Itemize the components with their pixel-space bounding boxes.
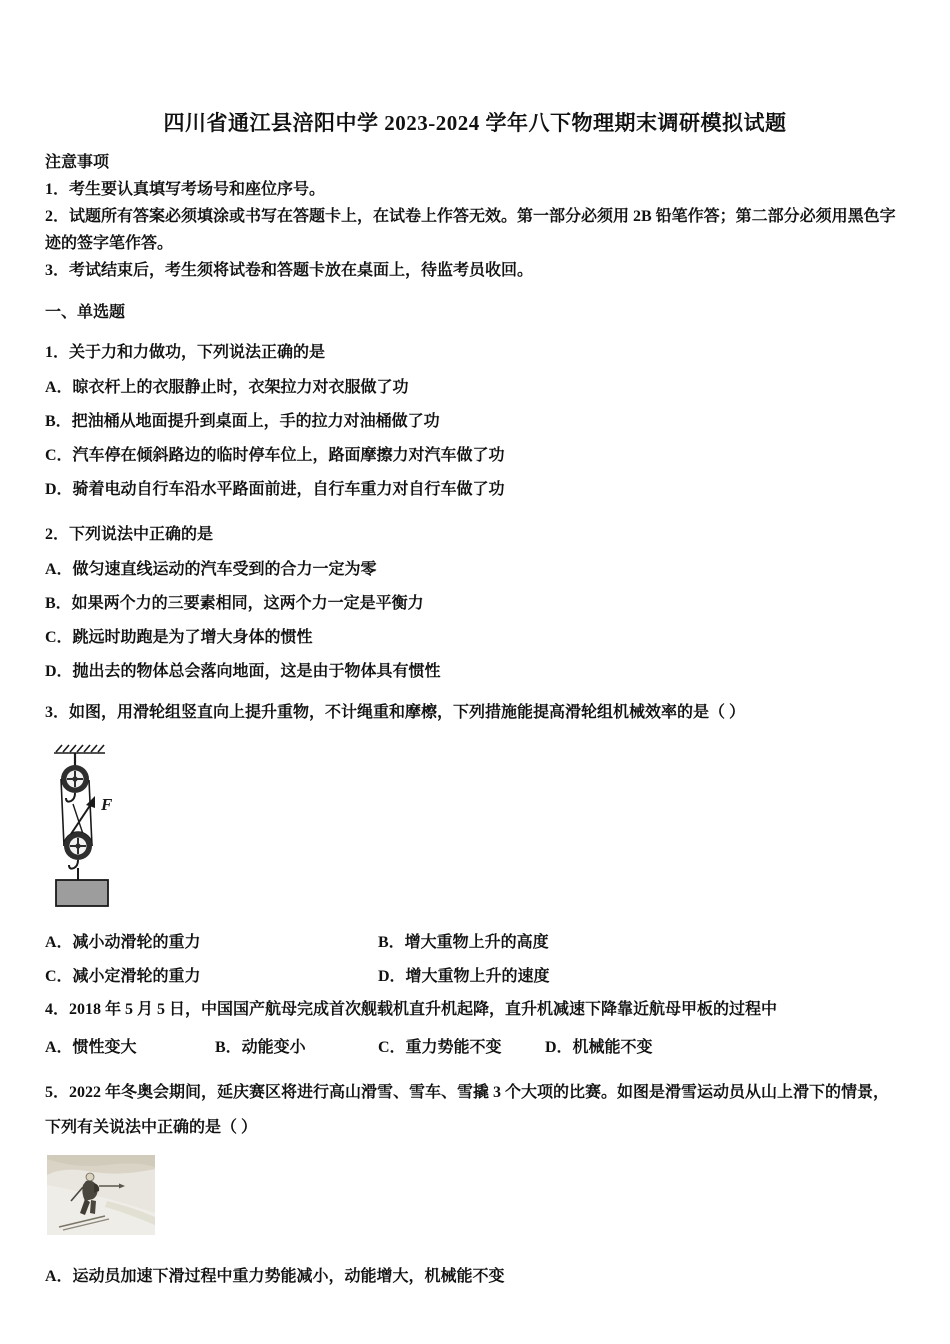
notice-item-1: 1．考生要认真填写考场号和座位序号。 [45,181,326,198]
question-1-option-a: A．晾衣杆上的衣服静止时，衣架拉力对衣服做了功 [45,379,409,396]
question-2-option-c: C．跳远时助跑是为了增大身体的惯性 [45,629,313,646]
question-3-option-b: B．增大重物上升的高度 [378,934,549,951]
pulley-system-figure [47,742,159,910]
question-4-option-a: A．惯性变大 [45,1039,137,1056]
weight-block [56,880,108,906]
question-4-options [45,1034,905,1061]
movable-pulley-hook-icon [69,860,78,869]
question-2 [45,521,905,685]
movable-pulley-icon [64,832,92,860]
question-4-text: 4．2018 年 5 月 5 日，中国国产航母完成首次舰载机直升机起降，直升机减速下降靠近航母甲板的过程中 [45,1001,778,1018]
question-5 [45,1079,905,1290]
question-1-option-c: C．汽车停在倾斜路边的临时停车位上，路面摩擦力对汽车做了功 [45,447,505,464]
question-4-option-d: D．机械能不变 [545,1039,653,1056]
question-1-option-d: D．骑着电动自行车沿水平路面前进，自行车重力对自行车做了功 [45,481,505,498]
question-3-option-c: C．减小定滑轮的重力 [45,968,201,985]
question-3-option-a: A．减小动滑轮的重力 [45,934,201,951]
section-heading-single-choice: 一、单选题 [45,304,126,321]
question-3-options [45,929,905,990]
page-title: 四川省通江县涪阳中学 2023-2024 学年八下物理期末调研模拟试题 [163,111,787,135]
notice-item-3: 3．考试结束后，考生须将试卷和答题卡放在桌面上，待监考员收回。 [45,262,534,279]
notice-heading: 注意事项 [45,154,110,171]
question-2-option-b: B．如果两个力的三要素相同，这两个力一定是平衡力 [45,595,424,612]
ceiling-hatch-icon [54,745,105,753]
fixed-pulley-icon [61,765,89,793]
notice-item-2: 2．试题所有答案必须填涂或书写在答题卡上，在试卷上作答无效。第一部分必须用 2B 铅笔作答；第二部分必须用黑色字迹的签字笔作答。 [45,208,896,252]
force-label: F [101,795,113,814]
question-4 [45,996,905,1061]
question-5-text-line1: 5．2022 年冬奥会期间，延庆赛区将进行高山滑雪、雪车、雪撬 3 个大项的比赛。如图是滑雪运动员从山上滑下的情景， [45,1084,890,1101]
question-3-option-d: D．增大重物上升的速度 [378,968,550,985]
notice-section [45,149,905,284]
skier-photo [47,1155,155,1235]
question-2-option-a: A．做匀速直线运动的汽车受到的合力一定为零 [45,561,377,578]
question-5-option-a: A．运动员加速下滑过程中重力势能减小，动能增大，机械能不变 [45,1268,505,1285]
question-1-text: 1．关于力和力做功，下列说法正确的是 [45,344,326,361]
question-3-text: 3．如图，用滑轮组竖直向上提升重物，不计绳重和摩檫，下列措施能提高滑轮组机械效率的是（ ） [45,704,746,721]
fixed-pulley-hook-icon [66,793,75,802]
question-3 [45,699,905,990]
question-1-option-b: B．把油桶从地面提升到桌面上，手的拉力对油桶做了功 [45,413,440,430]
question-4-option-b: B．动能变小 [215,1039,306,1056]
question-2-text: 2．下列说法中正确的是 [45,526,214,543]
question-2-option-d: D．抛出去的物体总会落向地面，这是由于物体具有惯性 [45,663,441,680]
question-4-option-c: C．重力势能不变 [378,1039,502,1056]
question-1 [45,339,905,503]
question-5-text-line2: 下列有关说法中正确的是（ ） [45,1119,258,1136]
